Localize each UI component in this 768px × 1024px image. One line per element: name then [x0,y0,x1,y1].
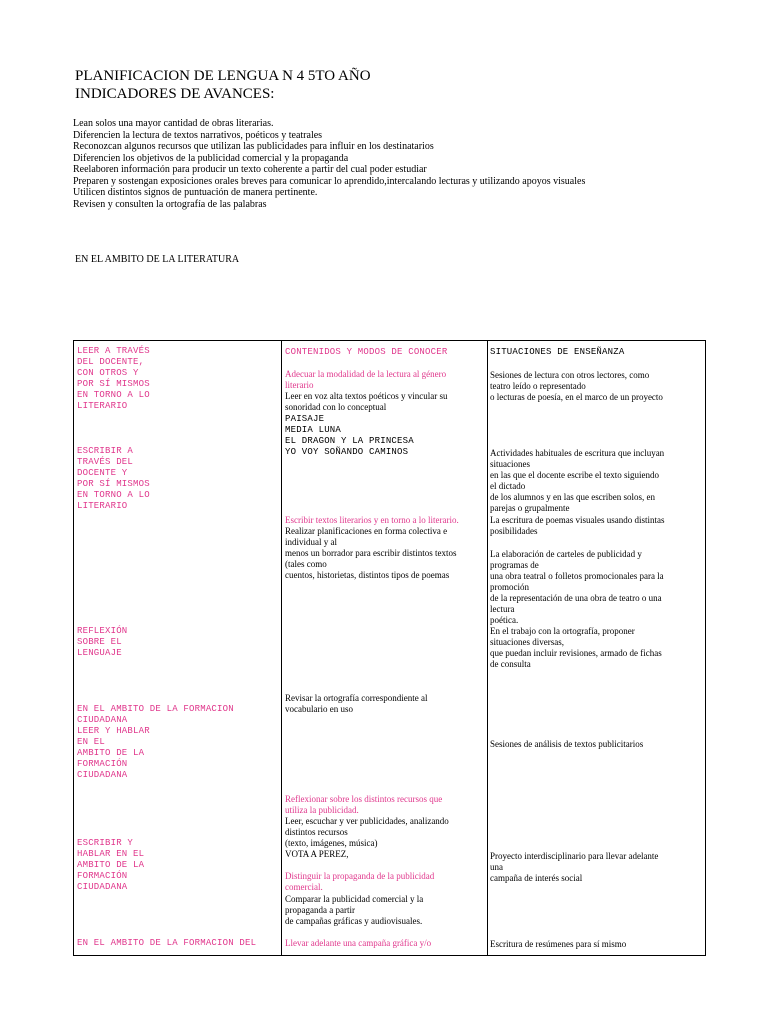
indicator-item: Diferencien la lectura de textos narrativos, poéticos y teatrales [73,129,323,141]
area-reflexion-lenguaje: REFLEXIÓN SOBRE EL LENGUAJE [77,626,128,658]
contenido-item: Llevar adelante una campaña gráfica y/o [285,938,432,948]
indicators-list [73,118,585,210]
area-formacion-del: EN EL AMBITO DE LA FORMACION DEL [77,938,257,948]
situacion-item: Sesiones de análisis de textos publicitarios [490,739,644,749]
indicator-item: Diferencien los objetivos de la publicidad comercial y la propaganda [73,152,349,164]
document-title: PLANIFICACION DE LENGUA N 4 5TO AÑO [75,68,371,84]
indicator-item: Reelaboren información para producir un texto coherente a partir del cual poder estudiar [73,164,427,175]
contenido-item: Realizar planificaciones en forma colectiva e individual y al menos un borrador para escribir distintos textos (tales como cuentos, historietas, distintos tipos de poemas [285,526,457,580]
area-escribir-literario: ESCRIBIR A TRAVÉS DEL DOCENTE Y POR SÍ MISMOS EN TORNO A LO LITERARIO [77,446,150,511]
situacion-item: Sesiones de lectura con otros lectores, como teatro leído o representado o lecturas de poesía, en el marco de un proyecto [490,370,663,402]
table-cell-situaciones [488,341,706,956]
situacion-item: La elaboración de carteles de publicidad y programas de una obra teatral o folletos promocionales para la promoción de la representación de una obra de teatro o una lectura poética. [490,549,664,625]
table-cell-contenidos [282,341,488,956]
area-escribir-hablar-ciudadana: ESCRIBIR Y HABLAR EN EL AMBITO DE LA FORMACIÓN CIUDADANA [77,838,145,892]
document-subtitle: INDICADORES DE AVANCES: [75,86,275,102]
situacion-item: En el trabajo con la ortografía, proponer situaciones diversas, que puedan incluir revisiones, armado de fichas de consulta [490,626,662,669]
contenido-item: Revisar la ortografía correspondiente al vocabulario en uso [285,693,428,714]
situacion-item: Proyecto interdisciplinario para llevar adelante una campaña de interés social [490,851,659,883]
contenido-item: Distinguir la propaganda de la publicidad comercial. [285,871,435,892]
situacion-item: La escritura de poemas visuales usando distintas posibilidades [490,515,665,536]
indicator-item: Reconozcan algunos recursos que utilizan las publicidades para influir en los destinatarios [73,141,434,152]
situaciones-header: SITUACIONES DE ENSEÑANZA [490,347,625,357]
planning-table [73,340,706,956]
indicator-item: Utilicen distintos signos de puntuación de manera pertinente. [73,187,318,198]
contenido-item: Leer en voz alta textos poéticos y vincular su sonoridad con lo conceptual [285,391,448,412]
contenido-item: Reflexionar sobre los distintos recursos que utiliza la publicidad. [285,794,443,815]
situacion-item: Actividades habituales de escritura que incluyan situaciones en las que el docente escribe el texto siguiendo el dictado de los alumnos y en las que escriben solos, en parejas o grupalmente [490,448,665,513]
contenido-titles: PAISAJE MEDIA LUNA EL DRAGON Y LA PRINCESA YO VOY SOÑANDO CAMINOS [285,414,414,457]
contenido-item: Leer, escuchar y ver publicidades, analizando distintos recursos (texto, imágenes, música) VOTA A PEREZ, [285,816,449,859]
indicator-item: Lean solos una mayor cantidad de obras literarias. [73,118,274,129]
contenido-item: Escribir textos literarios y en torno a lo literario. [285,515,459,525]
indicator-item: Revisen y consulten la ortografía de las palabras [73,198,267,210]
contenidos-header: CONTENIDOS Y MODOS DE CONOCER [285,347,448,357]
table-row [74,341,706,956]
ambito-heading: EN EL AMBITO DE LA LITERATURA [75,254,240,265]
area-leer-hablar-ciudadana: EN EL AMBITO DE LA FORMACION CIUDADANA LEER Y HABLAR EN EL AMBITO DE LA FORMACIÓN CIUDADANA [77,704,234,780]
area-leer-literario: LEER A TRAVÉS DEL DOCENTE, CON OTROS Y POR SÍ MISMOS EN TORNO A LO LITERARIO [77,346,150,411]
indicator-item: Preparen y sostengan exposiciones orales breves para comunicar lo aprendido,intercalando lecturas y utilizando apoyos visuales [73,175,586,187]
contenido-item: Adecuar la modalidad de la lectura al género literario [285,369,447,390]
table-cell-areas [74,341,282,956]
situacion-item: Escritura de resúmenes para sí mismo [490,939,627,949]
contenido-item: Comparar la publicidad comercial y la propaganda a partir de campañas gráficas y audiovisuales. [285,894,424,926]
